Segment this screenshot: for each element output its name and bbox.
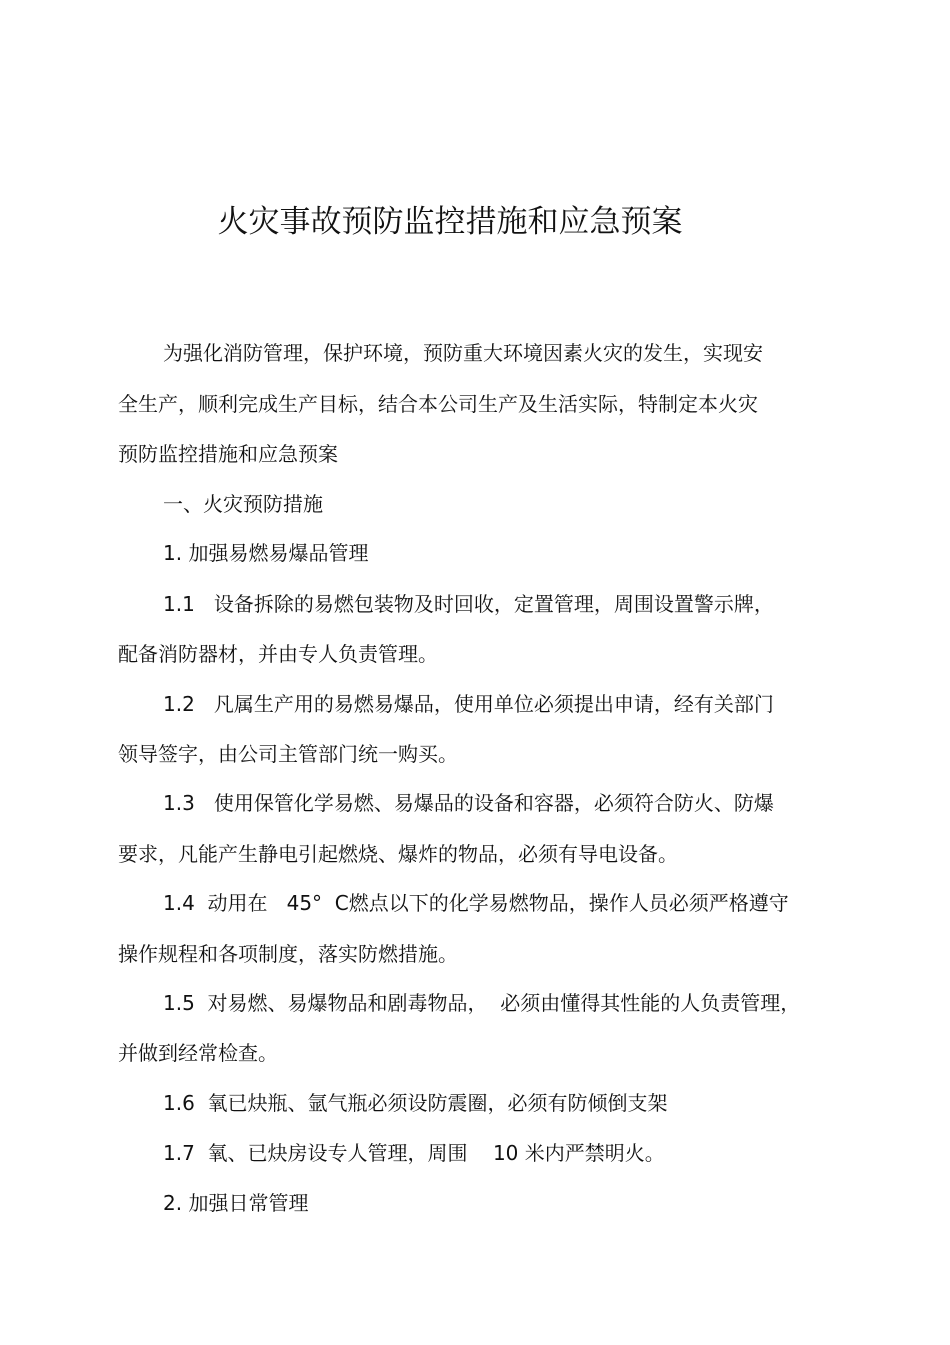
paragraph-line: 1.1 设备拆除的易燃包装物及时回收，定置管理，周围设置警示牌， (163, 592, 774, 616)
subsection-heading: 1. 加强易燃易爆品管理 (163, 541, 369, 565)
paragraph-line: 1.7 氧、已炔房设专人管理，周围 10 米内严禁明火。 (163, 1141, 665, 1165)
paragraph-line: 领导签字，由公司主管部门统一购买。 (118, 742, 458, 766)
paragraph-line: 1.4 动用在 45° C燃点以下的化学易燃物品，操作人员必须严格遵守 (163, 891, 789, 915)
paragraph-line: 为强化消防管理，保护环境，预防重大环境因素火灾的发生，实现安 (163, 341, 763, 365)
section-heading: 一、火灾预防措施 (163, 492, 323, 516)
subsection-heading: 2. 加强日常管理 (163, 1191, 309, 1215)
paragraph-line: 1.6 氧已炔瓶、氩气瓶必须设防震圈，必须有防倾倒支架 (163, 1091, 668, 1115)
paragraph-line: 1.3 使用保管化学易燃、易爆品的设备和容器，必须符合防火、防爆 (163, 791, 774, 815)
paragraph-line: 要求，凡能产生静电引起燃烧、爆炸的物品，必须有导电设备。 (118, 842, 678, 866)
paragraph-line: 并做到经常检查。 (118, 1041, 278, 1065)
paragraph-line: 全生产，顺利完成生产目标，结合本公司生产及生活实际，特制定本火灾 (118, 392, 758, 416)
paragraph-line: 配备消防器材，并由专人负责管理。 (118, 642, 438, 666)
document-title: 火灾事故预防监控措施和应急预案 (217, 204, 683, 240)
paragraph-line: 预防监控措施和应急预案 (118, 442, 338, 466)
paragraph-line: 1.2 凡属生产用的易燃易爆品，使用单位必须提出申请，经有关部门 (163, 692, 774, 716)
paragraph-line: 1.5 对易燃、易爆物品和剧毒物品， 必须由懂得其性能的人负责管理， (163, 991, 801, 1015)
paragraph-line: 操作规程和各项制度，落实防燃措施。 (118, 942, 458, 966)
